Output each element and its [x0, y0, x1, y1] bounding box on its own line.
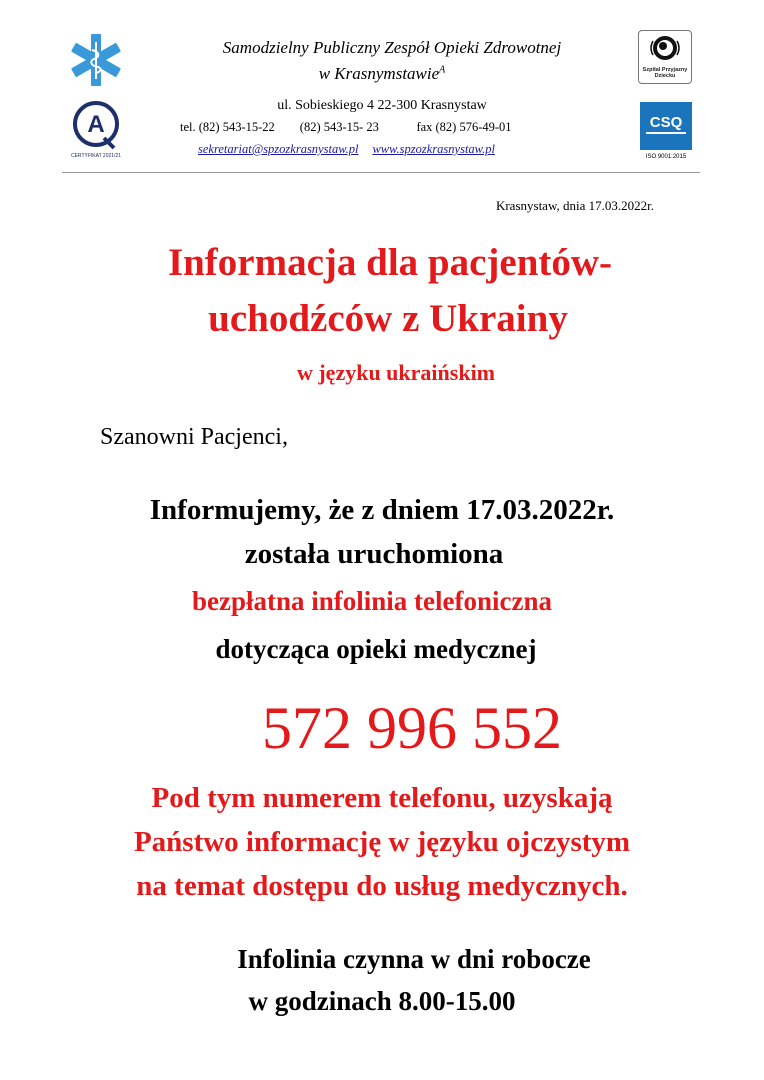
baby-friendly-caption-2: Dziecku — [654, 73, 676, 79]
iso-label: ISO 9001:2015 — [645, 154, 687, 160]
organization-address: ul. Sobieskiego 4 22-300 Krasnystaw — [277, 98, 487, 113]
title-line-2: uchodźców z Ukrainy — [208, 297, 568, 340]
body-line-3: bezpłatna infolinia telefoniczna — [192, 586, 552, 616]
website-link[interactable]: www.spzozkrasnystaw.pl — [372, 142, 495, 156]
info-line-3: na temat dostępu do usług medycznych. — [136, 870, 628, 902]
organization-city-mark: A — [439, 64, 446, 76]
header-divider — [62, 172, 700, 173]
hours-line-2: w godzinach 8.00-15.00 — [248, 986, 516, 1016]
phone-1: tel. (82) 543-15-22 — [180, 120, 275, 134]
body-line-4: dotycząca opieki medycznej — [215, 634, 537, 664]
body-line-2: została uruchomiona — [244, 538, 504, 570]
csq-label: CSQ — [649, 114, 683, 131]
email-link[interactable]: sekretariat@spzozkrasnystaw.pl — [198, 142, 359, 156]
title-subtitle: w języku ukraińskim — [296, 360, 496, 385]
document-date: Krasnystaw, dnia 17.03.2022r. — [495, 198, 654, 213]
contact-phones — [180, 120, 512, 135]
info-line-2: Państwo informację w języku ojczystym — [133, 826, 631, 858]
title-line-1: Informacja dla pacjentów- — [167, 241, 613, 284]
svg-text:A: A — [87, 111, 105, 138]
info-line-1: Pod tym numerem telefonu, uzyskają — [151, 782, 613, 814]
baby-friendly-caption-1: Szpital Przyjazny — [642, 67, 688, 73]
contact-links — [198, 142, 495, 157]
organization-city — [0, 64, 764, 84]
hours-line-1: Infolinia czynna w dni robocze — [237, 944, 591, 974]
organization-name: Samodzielny Publiczny Zespół Opieki Zdrowotnej — [222, 38, 562, 57]
hotline-phone-number: 572 996 552 — [262, 695, 562, 761]
body-line-1: Informujemy, że z dniem 17.03.2022r. — [149, 494, 615, 526]
q-certificate-caption: CERTYFIKAT 2021/21 — [70, 153, 122, 159]
greeting: Szanowni Pacjenci, — [100, 424, 288, 450]
fax-number: fax (82) 576-49-01 — [416, 120, 512, 134]
organization-city-text: w Krasnymstawie — [318, 64, 440, 83]
phone-2: (82) 543-15- 23 — [299, 120, 379, 134]
